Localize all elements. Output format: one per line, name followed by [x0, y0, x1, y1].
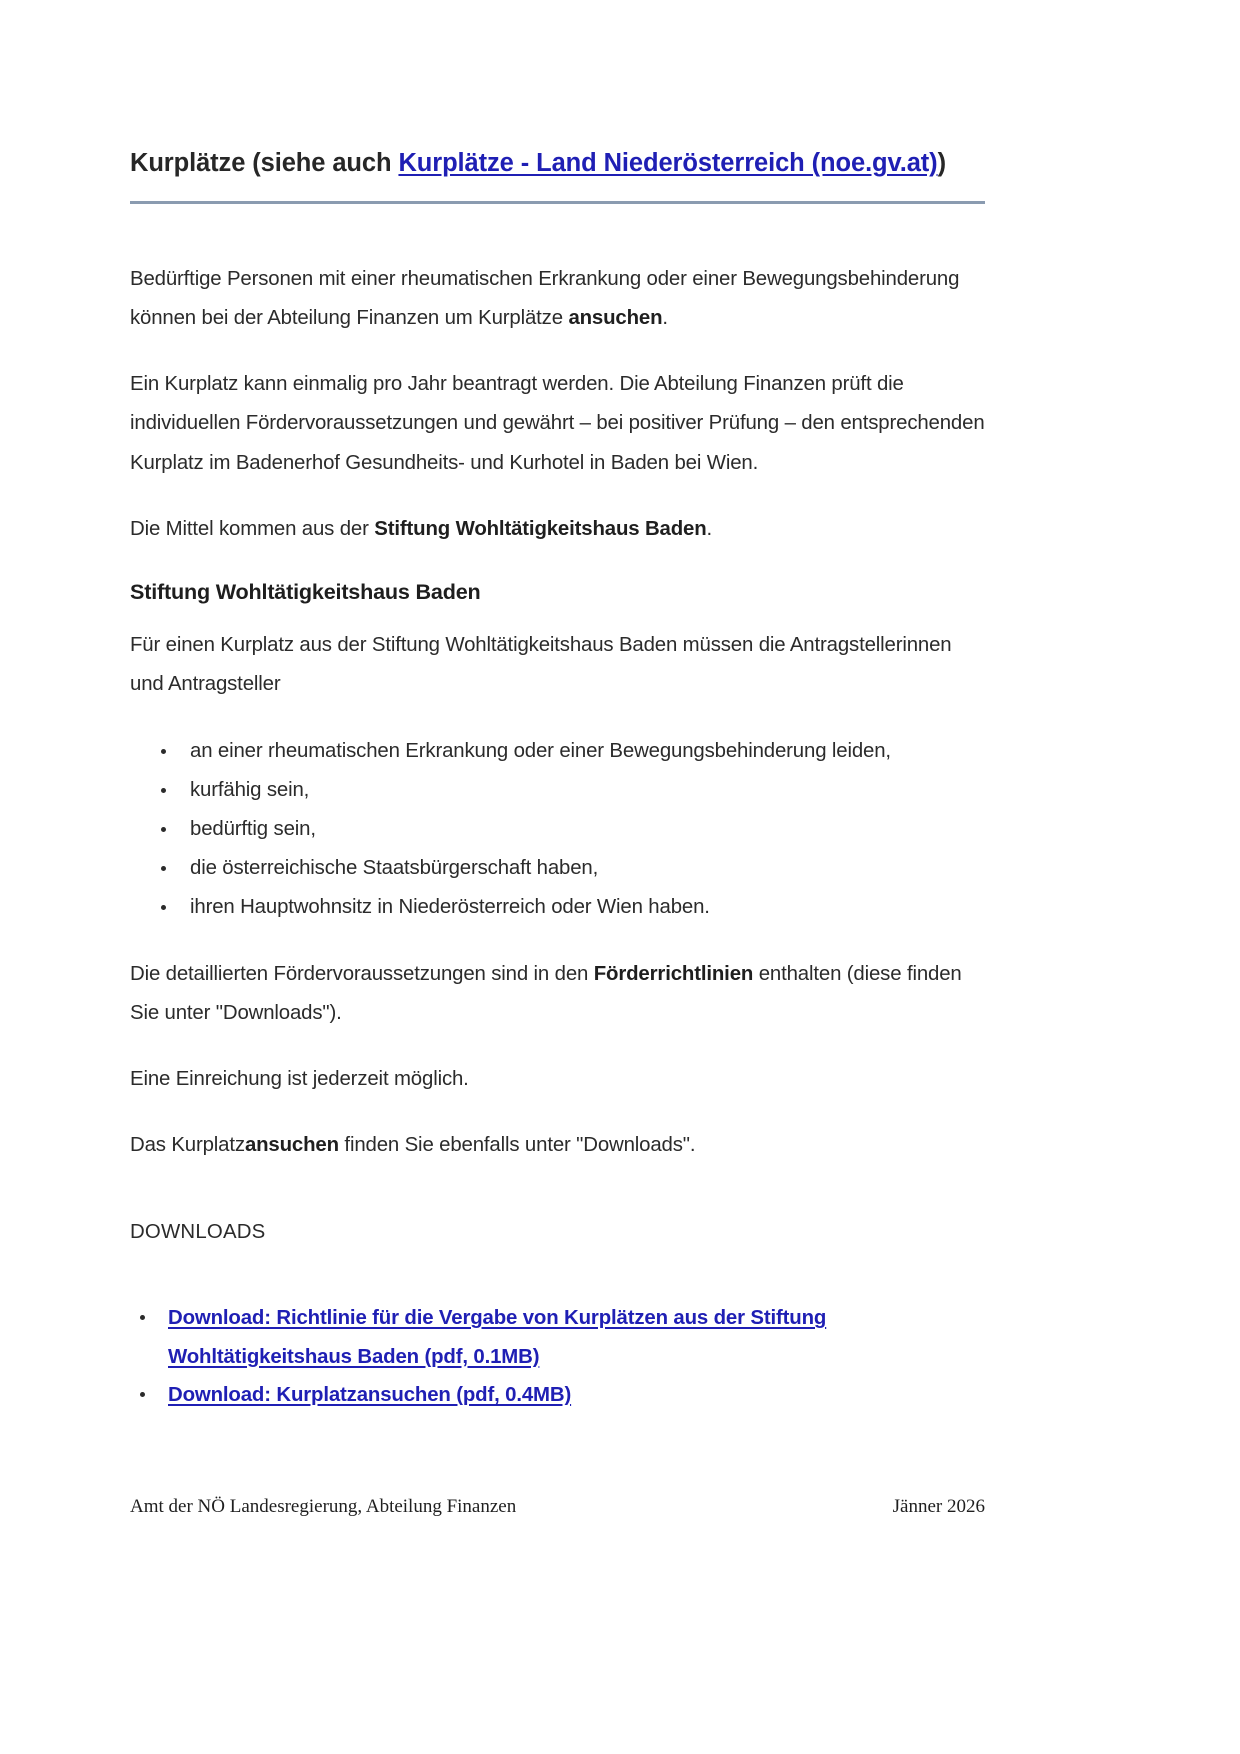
funding-text-b: .: [706, 517, 713, 540]
list-item: die österreichische Staatsbürgerschaft haben,: [130, 849, 985, 888]
page-title: [130, 148, 985, 180]
list-item: bedürftig sein,: [130, 810, 985, 849]
application-form-paragraph: [130, 1126, 985, 1165]
list-item: kurfähig sein,: [130, 771, 985, 810]
title-external-link[interactable]: Kurplätze - Land Niederösterreich (noe.gv.at): [398, 149, 938, 177]
list-item: [130, 1299, 985, 1376]
intro-text-b: .: [662, 307, 668, 330]
section-heading-foundation: Stiftung Wohltätigkeitshaus Baden: [130, 578, 481, 604]
list-item: [130, 1376, 985, 1414]
footer-department: Amt der NÖ Landesregierung, Abteilung Finanzen: [130, 1496, 517, 1517]
downloads-heading: DOWNLOADS: [130, 1220, 266, 1243]
page-footer: [130, 1496, 985, 1518]
guidelines-paragraph: [130, 955, 985, 1033]
funding-bold-foundation: Stiftung Wohltätigkeitshaus Baden: [374, 517, 707, 540]
application-bold-ansuchen: ansuchen: [244, 1134, 339, 1157]
process-paragraph: Ein Kurplatz kann einmalig pro Jahr beantragt werden. Die Abteilung Finanzen prüft die individuellen Fördervoraussetzungen und gewährt – bei positiver Prüfung – den entsprechenden Kurplatz im Badenerhof Gesundheits- und Kurhotel in Baden bei Wien.: [130, 373, 985, 474]
funding-text-a: Die Mittel kommen aus der: [130, 517, 375, 540]
list-item: ihren Hauptwohnsitz in Niederösterreich oder Wien haben.: [130, 888, 985, 927]
intro-text-a: Bedürftige Personen mit einer rheumatischen Erkrankung oder einer Bewegungsbehinderung können bei der Abteilung Finanzen um Kurplätze: [130, 267, 960, 330]
application-text-b: finden Sie ebenfalls unter "Downloads".: [338, 1134, 696, 1157]
footer-date: Jänner 2026: [892, 1496, 985, 1517]
title-suffix-text: ): [937, 149, 946, 177]
download-link-richtlinie[interactable]: Download: Richtlinie für die Vergabe von Kurplätzen aus der Stiftung Wohltätigkeitshaus Baden (pdf, 0.1MB): [168, 1307, 827, 1368]
document-body: [130, 148, 985, 1414]
title-prefix-text: Kurplätze (siehe auch: [130, 149, 399, 177]
submission-paragraph: Eine Einreichung ist jederzeit möglich.: [130, 1067, 469, 1090]
guidelines-bold-foerderrichtlinien: Förderrichtlinien: [593, 962, 754, 985]
application-text-a: Das Kurplatz: [130, 1134, 245, 1157]
requirements-intro-paragraph: Für einen Kurplatz aus der Stiftung Wohltätigkeitshaus Baden müssen die Antragstellerinnen und Antragsteller: [130, 634, 952, 696]
download-link-kurplatzansuchen[interactable]: Download: Kurplatzansuchen (pdf, 0.4MB): [168, 1383, 572, 1406]
intro-bold-ansuchen: ansuchen: [568, 307, 663, 330]
guidelines-text-b: enthalten (diese finden Sie unter "Downloads").: [130, 962, 962, 1024]
list-item: an einer rheumatischen Erkrankung oder einer Bewegungsbehinderung leiden,: [130, 732, 985, 771]
requirements-list: [130, 732, 985, 928]
downloads-list: [130, 1299, 985, 1414]
funding-source-paragraph: [130, 510, 985, 549]
intro-paragraph: [130, 260, 985, 338]
guidelines-text-a: Die detaillierten Fördervoraussetzungen sind in den: [130, 962, 594, 985]
